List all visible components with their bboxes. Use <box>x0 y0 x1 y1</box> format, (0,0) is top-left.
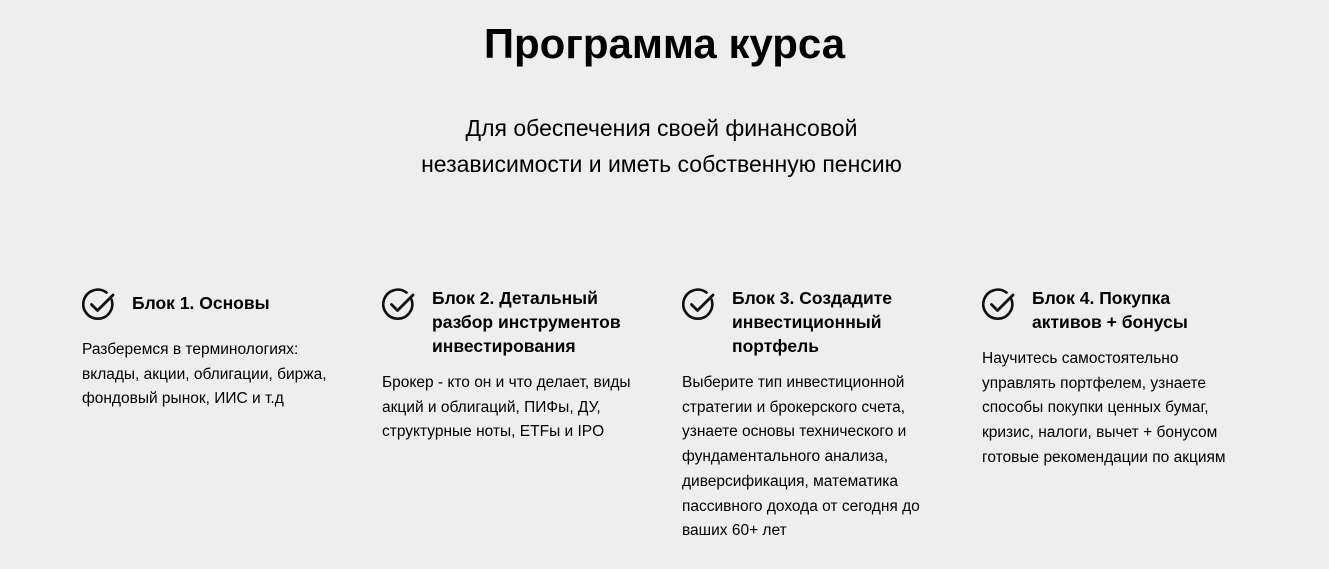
block-text-line: фундаментального анализа, <box>682 448 889 466</box>
block-text-line: Брокер - кто он и что делает, виды <box>382 374 631 391</box>
block-header <box>82 286 342 322</box>
check-circle-icon <box>682 288 716 322</box>
block-text-line: структурные ноты, ETFы и IPO <box>382 423 605 441</box>
block-title-line: Блок 1. Основы <box>132 293 270 313</box>
block-text-line: способы покупки ценных бумаг, <box>982 399 1209 417</box>
block-text-line: готовые рекомендации по акциям <box>982 448 1226 466</box>
block-text-line: вклады, акции, облигации, биржа, <box>82 365 327 383</box>
block-text-line: Выберите тип инвестиционной <box>682 374 905 391</box>
block-text-line: Научитесь самостоятельно <box>982 350 1179 367</box>
course-block-1 <box>82 286 342 412</box>
block-description <box>82 338 352 412</box>
block-title <box>1032 286 1242 334</box>
block-text-line: управлять портфелем, узнаете <box>982 374 1207 392</box>
block-title-line: портфель <box>732 336 819 356</box>
course-block-3 <box>682 286 942 544</box>
block-header <box>682 286 942 358</box>
subtitle-line: Для обеспечения своей финансовой <box>465 115 858 141</box>
block-description <box>382 371 652 445</box>
block-header <box>382 286 642 358</box>
block-title <box>132 291 342 315</box>
block-title-line: активов + бонусы <box>1032 312 1188 332</box>
block-text-line: пассивного дохода от сегодня до <box>682 497 920 515</box>
page-subtitle <box>0 110 1323 182</box>
block-text-line: акций и облигаций, ПИФы, ДУ, <box>382 398 601 416</box>
check-circle-icon <box>382 288 416 322</box>
block-text-line: стратегии и брокерского счета, <box>682 398 906 416</box>
block-title-line: Блок 4. Покупка <box>1032 288 1171 308</box>
block-text-line: ваших 60+ лет <box>682 522 787 540</box>
block-title-line: инвестиционный <box>732 312 882 332</box>
block-text-line: кризис, налоги, вычет + бонусом <box>982 424 1218 442</box>
page-title: Программа курса <box>483 20 846 67</box>
block-text-line: диверсификация, математика <box>682 472 899 490</box>
block-title-line: Блок 3. Создадите <box>732 288 893 308</box>
block-title <box>432 286 642 358</box>
block-text-line: узнаете основы технического и <box>682 423 907 441</box>
block-title-line: Блок 2. Детальный <box>432 288 598 308</box>
block-title-line: инвестирования <box>432 336 576 356</box>
block-header <box>982 286 1242 334</box>
block-title-line: разбор инструментов <box>432 312 621 332</box>
subtitle-line: независимости и иметь собственную пенсию <box>421 151 902 177</box>
check-circle-icon <box>82 288 116 322</box>
block-title <box>732 286 942 358</box>
block-description <box>682 371 952 544</box>
block-description <box>982 347 1252 471</box>
check-circle-icon <box>982 288 1016 322</box>
block-text-line: Разберемся в терминологиях: <box>82 341 299 358</box>
course-block-4 <box>982 286 1242 471</box>
block-text-line: фондовый рынок, ИИС и т.д <box>82 390 284 408</box>
course-block-2 <box>382 286 642 445</box>
